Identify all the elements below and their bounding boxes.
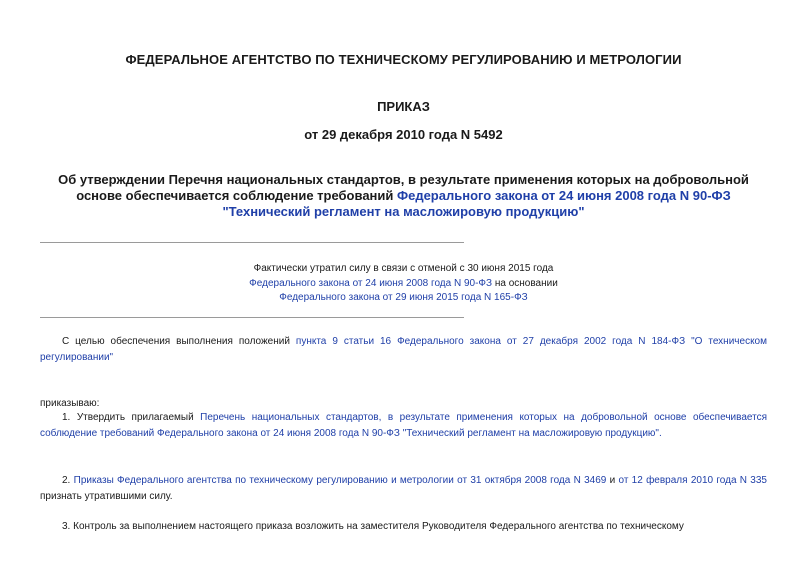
item-1-text: 1. Утвердить прилагаемый — [62, 412, 201, 423]
status-note-basis-text: на основании — [492, 277, 558, 289]
goal-text: С целью обеспечения выполнения положений — [62, 336, 296, 347]
federal-law-90-link[interactable]: Федерального закона от 24 июня 2008 года N 90-ФЗ — [397, 188, 731, 203]
status-note-line-1: Фактически утратил силу в связи с отменой с 30 июня 2015 года — [253, 263, 554, 274]
tech-regulation-link[interactable]: "Технический регламент на масложировую продукцию" — [222, 204, 585, 219]
law-184-link[interactable]: пункта 9 статьи 16 Федерального закона от 27 декабря 2002 года N 184-ФЗ "О техническом регулировании" — [40, 336, 767, 363]
status-note-line-3 — [40, 291, 767, 306]
title-line-1: Об утверждении Перечня национальных стандартов, в результате применения которых на добровольной — [58, 172, 749, 187]
item-2-number: 2. — [62, 475, 74, 486]
order-335-link[interactable]: от 12 февраля 2010 года N 335 — [618, 475, 767, 486]
item-2-conjunction: и — [606, 475, 619, 486]
status-law-165-link[interactable]: Федерального закона от 29 июня 2015 года N 165-ФЗ — [279, 292, 528, 303]
status-law-90-link[interactable]: Федерального закона от 24 июня 2008 года N 90-ФЗ — [249, 277, 493, 289]
status-note-line-2 — [40, 277, 767, 292]
title-line-2-text: основе обеспечивается соблюдение требований — [76, 188, 397, 203]
goal-paragraph — [40, 334, 767, 366]
item-2-paragraph — [40, 473, 767, 505]
item-1-paragraph — [40, 410, 767, 442]
standards-list-link[interactable]: Перечень национальных стандартов, в результате применения которых на добровольной основе обеспечивается соблюдение требований Федерального закона от 24 июня 2008 года N 90-ФЗ "Технический регламент на масложировую продукцию". — [40, 412, 767, 439]
decree-word: приказываю: — [40, 398, 100, 409]
item-3-paragraph: 3. Контроль за выполнением настоящего приказа возложить на заместителя Руководителя Федерального агентства по техническому — [62, 521, 684, 532]
document-title — [0, 172, 807, 220]
order-3469-link[interactable]: Приказы Федерального агентства по техническому регулированию и метрологии от 31 октября 2008 года N 3469 — [73, 475, 607, 486]
status-note — [40, 262, 767, 306]
agency-name: ФЕДЕРАЛЬНОЕ АГЕНТСТВО ПО ТЕХНИЧЕСКОМУ РЕГУЛИРОВАНИЮ И МЕТРОЛОГИИ — [125, 52, 682, 67]
title-line-2 — [0, 188, 807, 204]
document-date-number: от 29 декабря 2010 года N 5492 — [304, 127, 503, 142]
document-type: ПРИКАЗ — [377, 99, 430, 114]
title-line-3 — [0, 204, 807, 220]
divider-top — [40, 242, 464, 243]
item-2-tail: признать утратившими силу. — [40, 491, 173, 502]
divider-bottom — [40, 317, 464, 318]
